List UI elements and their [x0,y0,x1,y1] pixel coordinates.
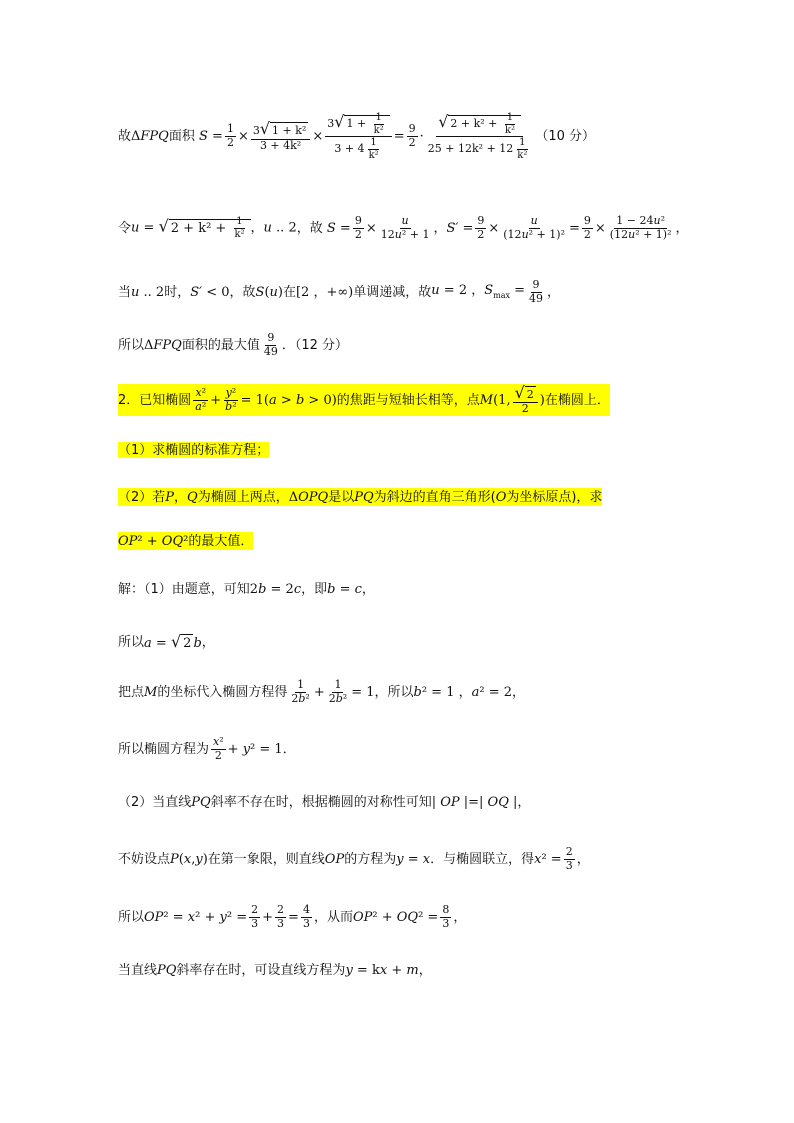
fraction: $\frac{√ 2}{2}$ [513,384,538,416]
solution-line-4 [118,736,296,762]
math: ) [539,392,545,408]
solution-line-5 [118,796,530,809]
fraction: $\frac{\text{1 − 24u²}}{\text{(12u² + 1)²}}$ [609,214,672,241]
solution-line-8 [118,964,432,977]
math: u .. 2 [131,284,165,300]
text: 面积的最大值 [181,337,260,353]
math: = [568,220,580,236]
math: ΔFPQ [144,337,182,353]
text: 的焦距与短轴长相等，点 [336,392,480,408]
math: x² = [534,851,562,867]
text: 不妨设点 [118,851,171,867]
text: 的坐标代入椭圆方程得 [157,684,288,700]
math: M(1, [479,392,511,408]
score-note: ．（12 分） [281,337,349,353]
text: ， [201,634,215,650]
math: × [312,129,324,144]
math: PQ [157,963,177,978]
text: ，所以 [374,684,414,700]
max-area-line [118,332,348,358]
math: = 1(a > b > 0) [240,392,337,408]
solution-line-6 [118,846,590,872]
text: 所以 [118,337,145,353]
fraction: $\frac{2}{3}$ [251,903,259,930]
text: 在 [282,284,296,300]
fraction: $\frac{4}{3}$ [302,903,310,930]
question-2-part-2-cont [118,532,253,550]
math: + [262,909,274,925]
math: OP² = x² + y² = [144,909,248,925]
text: 解：（1）由题意，可知 [118,582,250,597]
text: 在第一象限，则直线 [207,851,325,867]
math: M [144,684,158,700]
text: ， [512,684,526,700]
text: 为斜边的直角三角形( [373,489,496,505]
math: = [393,129,405,144]
text: 所以椭圆方程为 [118,741,210,757]
fraction: $\frac{u}{\text{(12u² + 1)²}}$ [503,214,565,241]
text: ． [282,741,296,757]
text: 当 [118,284,132,300]
fraction: $\frac{u}{\text{12u² + 1}}$ [380,214,430,241]
text: ，即 [301,582,328,597]
fraction: $\frac{1}{2}$ [226,122,234,149]
text: （2）当直线 [118,795,192,810]
math: OP [324,851,345,867]
fraction: $\frac{9}{2}$ [583,214,591,241]
text: ，从而 [313,909,353,925]
question-2-part-2 [118,488,602,506]
math: ，S′ = [433,220,474,236]
text: ，故 [296,220,323,236]
substitution-line [118,215,689,241]
math: × [237,129,249,144]
fraction: $\frac{9}{49}$ [529,278,544,305]
math: PQ [191,795,211,810]
text: 当直线 [118,963,158,978]
fraction: $\frac{9}{2}$ [354,214,362,241]
math: S = [199,129,223,144]
math: S′ < 0 [190,284,230,300]
text: 时， [164,284,191,300]
fraction: $\frac{9}{49}$ [263,331,278,358]
math: OP² + OQ² = [352,909,439,925]
text: ，故 [229,284,256,300]
fraction: $\frac{\text{3√ 1 + k²}}{\text{3 + 4k²}}$ [251,120,311,152]
monotonic-line [118,279,560,305]
math: S = [326,220,351,236]
fraction: √ 2 + k² + $\frac{1}{\text{k²}}$ 25 + 12k² + 12 $\frac{1}{\text{k²}}$ [427,112,528,161]
fraction: $\frac{9}{2}$ [408,122,416,149]
text: 为坐标原点)，求 [506,489,603,505]
fraction: $\frac{9}{2}$ [477,214,485,241]
text: 在椭圆上． [544,392,610,408]
text: 的最大值． [188,533,254,549]
text: ， [453,909,467,925]
text: 斜率存在时，可设直线方程为 [176,963,346,978]
text: （1）求椭圆的标准方程； [118,442,270,458]
fraction: $\frac{2}{3}$ [277,903,285,930]
text: 单调递减，故 [353,284,432,300]
solution-line-1 [118,583,375,596]
text: 的方程为 [344,851,397,867]
text: ， [547,284,561,300]
math: PQ [354,489,374,505]
math: + [210,392,222,408]
math: | OP |=| OQ | [431,795,518,810]
math: y = x [396,851,431,867]
fraction: $\frac{2}{3}$ [565,845,573,872]
fraction: $\frac{1}{\text{2b²}}$ [291,678,310,705]
math: S(u) [255,284,283,300]
math: × [594,220,606,236]
fraction: $\frac{1}{\text{2b²}}$ [328,678,348,705]
math: = [288,909,299,925]
math: + y² = 1 [227,741,283,757]
math: u = √ 2 + k² + $\frac{1}{\text{k²}}$ ，u .. 2 [131,216,297,240]
math: = 1 [351,684,375,700]
math: b² = 1 ，a² = 2 [413,684,513,700]
math: ΔFPQ [131,129,169,144]
text: 令 [118,220,132,236]
text: ．与椭圆联立，得 [430,851,535,867]
text: 为椭圆上两点， [197,489,289,505]
math: P [165,489,175,505]
text: 故 [118,129,132,144]
text: 是以 [328,489,355,505]
score-note: （10 分） [535,129,596,144]
text: 斜率不存在时，根据椭圆的对称性可知 [210,795,432,810]
math: × [365,220,377,236]
text: ， [675,220,689,236]
math: OP² + OQ² [118,533,189,549]
math: + [313,684,325,700]
math: [2 ，+∞) [295,284,354,300]
solution-line-2 [118,634,215,650]
text: ， [361,582,375,597]
text: 所以 [118,909,145,925]
question-2-stem [118,384,610,416]
math: O [495,489,507,505]
fraction: $\frac{\text{x²}}{2}$ [213,735,224,762]
math: × [488,220,500,236]
area-formula-line [118,112,595,161]
solution-line-7 [118,904,466,930]
fraction: 3√ 1 + $\frac{1}{\text{k²}}$ 3 + 4 $\frac{1}{\text{k²}}$ [325,112,392,161]
question-2-part-1 [118,442,269,458]
text: ， [576,851,590,867]
text: 面积 [168,129,195,144]
solution-line-3 [118,679,525,705]
fraction: $\frac{8}{3}$ [442,903,450,930]
text: ， [517,795,531,810]
math: b = c [327,582,362,597]
math: a = √ 2 b [144,632,202,651]
fraction: $\frac{\text{y²}}{\text{b²}}$ [225,385,237,413]
math: · [419,129,424,144]
fraction: $\frac{\text{x²}}{\text{a²}}$ [195,385,207,413]
math: y = kx + m [345,963,419,978]
text: 把点 [118,684,145,700]
math: P(x,y) [170,851,208,867]
text: ， [418,963,432,978]
math: Q [187,489,198,505]
math: u = 2 ，$S_{max}$ = [431,283,526,301]
math: 2b = 2c [249,582,302,597]
text: 2．已知椭圆 [118,392,192,408]
math: ΔOPQ [288,489,329,505]
text: （2）若 [118,489,166,505]
text: ， [174,489,188,505]
text: 所以 [118,634,145,650]
